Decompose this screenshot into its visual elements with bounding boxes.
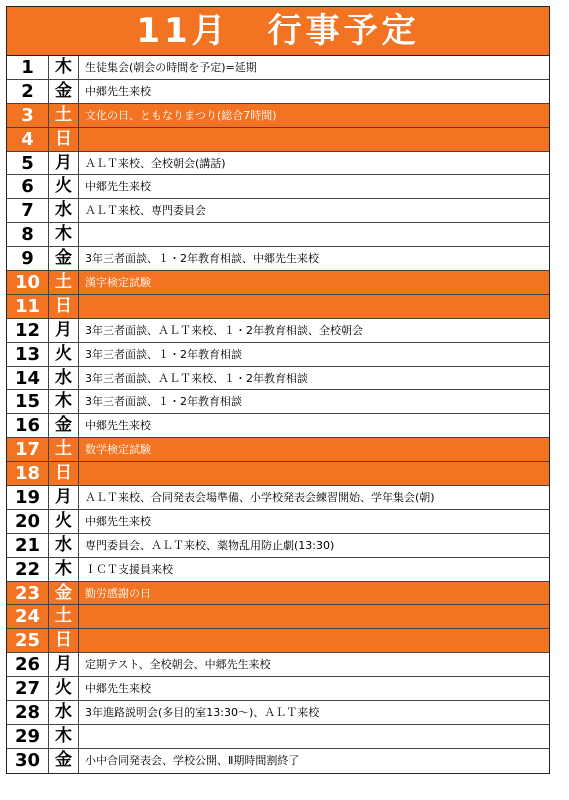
schedule-row (7, 438, 549, 462)
weekday: 土 (49, 104, 79, 127)
schedule-row (7, 343, 549, 367)
day-number: 9 (7, 247, 49, 270)
weekday: 木 (49, 56, 79, 79)
schedule-row (7, 367, 549, 391)
schedule-row (7, 462, 549, 486)
event-text: 中郷先生来校 (85, 682, 151, 696)
day-number: 14 (7, 367, 49, 390)
day-number: 7 (7, 199, 49, 222)
event-text: 漢字検定試験 (85, 276, 151, 290)
event-text (79, 605, 549, 628)
day-number: 16 (7, 414, 49, 437)
weekday: 水 (49, 534, 79, 557)
weekday: 月 (49, 653, 79, 676)
weekday: 木 (49, 725, 79, 748)
day-number: 5 (7, 152, 49, 175)
event-text: 3年三者面談、１・2年教育相談 (85, 395, 242, 409)
schedule-row (7, 128, 549, 152)
weekday: 水 (49, 199, 79, 222)
schedule-row (7, 319, 549, 343)
day-number: 11 (7, 295, 49, 318)
day-number: 25 (7, 629, 49, 652)
event-text: ＡＬＴ来校、専門委員会 (85, 204, 206, 218)
day-number: 15 (7, 390, 49, 413)
event-text (79, 725, 549, 748)
weekday: 木 (49, 390, 79, 413)
event-text: 中郷先生来校 (85, 514, 151, 528)
schedule-row (7, 629, 549, 653)
weekday: 金 (49, 247, 79, 270)
weekday: 金 (49, 749, 79, 773)
event-text: 数学検定試験 (85, 443, 151, 457)
weekday: 火 (49, 677, 79, 700)
event-text: 3年進路説明会(多目的室13:30～)、ＡＬＴ来校 (85, 706, 320, 720)
schedule-row (7, 199, 549, 223)
day-number: 13 (7, 343, 49, 366)
schedule-row (7, 414, 549, 438)
day-number: 24 (7, 605, 49, 628)
day-number: 6 (7, 175, 49, 198)
schedule-row (7, 56, 549, 80)
event-text (79, 223, 549, 246)
schedule-row (7, 582, 549, 606)
day-number: 26 (7, 653, 49, 676)
weekday: 月 (49, 486, 79, 509)
page-title: 11月 行事予定 (7, 7, 549, 56)
day-number: 10 (7, 271, 49, 294)
day-number: 28 (7, 701, 49, 724)
day-number: 2 (7, 80, 49, 103)
schedule-row (7, 486, 549, 510)
weekday: 金 (49, 414, 79, 437)
weekday: 金 (49, 80, 79, 103)
event-text: ＡＬＴ来校、合同発表会場準備、小学校発表会練習開始、学年集会(朝) (85, 491, 435, 505)
event-text: 定期テスト、全校朝会、中郷先生来校 (85, 658, 271, 672)
weekday: 日 (49, 462, 79, 485)
weekday: 木 (49, 558, 79, 581)
event-text: 3年三者面談、ＡＬＴ来校、１・2年教育相談 (85, 371, 308, 385)
event-text: 3年三者面談、１・2年教育相談 (85, 347, 242, 361)
day-number: 17 (7, 438, 49, 461)
event-text (79, 295, 549, 318)
weekday: 火 (49, 343, 79, 366)
schedule-row (7, 80, 549, 104)
weekday: 水 (49, 367, 79, 390)
schedule-row (7, 223, 549, 247)
weekday: 木 (49, 223, 79, 246)
event-text (79, 629, 549, 652)
day-number: 27 (7, 677, 49, 700)
schedule-row (7, 677, 549, 701)
event-text: ＩＣＴ支援員来校 (85, 562, 173, 576)
event-text: ＡＬＴ来校、全校朝会(講話) (85, 156, 226, 170)
weekday: 月 (49, 152, 79, 175)
event-text: 文化の日、ともなりまつり(総合7時間) (85, 108, 277, 122)
weekday: 日 (49, 295, 79, 318)
event-text: 勤労感謝の日 (85, 586, 151, 600)
schedule-rows (7, 56, 549, 773)
day-number: 21 (7, 534, 49, 557)
schedule-row (7, 271, 549, 295)
day-number: 20 (7, 510, 49, 533)
day-number: 4 (7, 128, 49, 151)
day-number: 23 (7, 582, 49, 605)
event-text: 小中合同発表会、学校公開、Ⅱ期時間割終了 (85, 753, 300, 767)
event-text: 中郷先生来校 (85, 180, 151, 194)
schedule-row (7, 605, 549, 629)
event-text: 中郷先生来校 (85, 419, 151, 433)
weekday: 火 (49, 175, 79, 198)
weekday: 金 (49, 582, 79, 605)
event-text: 3年三者面談、１・2年教育相談、中郷先生来校 (85, 252, 319, 266)
schedule-row (7, 152, 549, 176)
event-text: 3年三者面談、ＡＬＴ来校、１・2年教育相談、全校朝会 (85, 323, 363, 337)
weekday: 土 (49, 271, 79, 294)
day-number: 1 (7, 56, 49, 79)
schedule-row (7, 247, 549, 271)
day-number: 22 (7, 558, 49, 581)
event-text (79, 128, 549, 151)
schedule-row (7, 175, 549, 199)
schedule-row (7, 749, 549, 773)
schedule-row (7, 534, 549, 558)
schedule-row (7, 725, 549, 749)
event-text (79, 462, 549, 485)
schedule-row (7, 510, 549, 534)
day-number: 19 (7, 486, 49, 509)
day-number: 18 (7, 462, 49, 485)
weekday: 火 (49, 510, 79, 533)
schedule-row (7, 653, 549, 677)
schedule-row (7, 701, 549, 725)
weekday: 日 (49, 128, 79, 151)
day-number: 29 (7, 725, 49, 748)
day-number: 3 (7, 104, 49, 127)
event-text: 生徒集会(朝会の時間を予定)=延期 (85, 61, 257, 74)
event-text: 中郷先生来校 (85, 84, 151, 98)
day-number: 30 (7, 749, 49, 773)
day-number: 8 (7, 223, 49, 246)
day-number: 12 (7, 319, 49, 342)
event-text: 専門委員会、ＡＬＴ来校、薬物乱用防止劇(13:30) (85, 538, 335, 552)
weekday: 日 (49, 629, 79, 652)
weekday: 水 (49, 701, 79, 724)
schedule-row (7, 295, 549, 319)
schedule-row (7, 390, 549, 414)
weekday: 月 (49, 319, 79, 342)
schedule-row (7, 558, 549, 582)
weekday: 土 (49, 605, 79, 628)
schedule-row (7, 104, 549, 128)
schedule-table (6, 6, 550, 774)
weekday: 土 (49, 438, 79, 461)
